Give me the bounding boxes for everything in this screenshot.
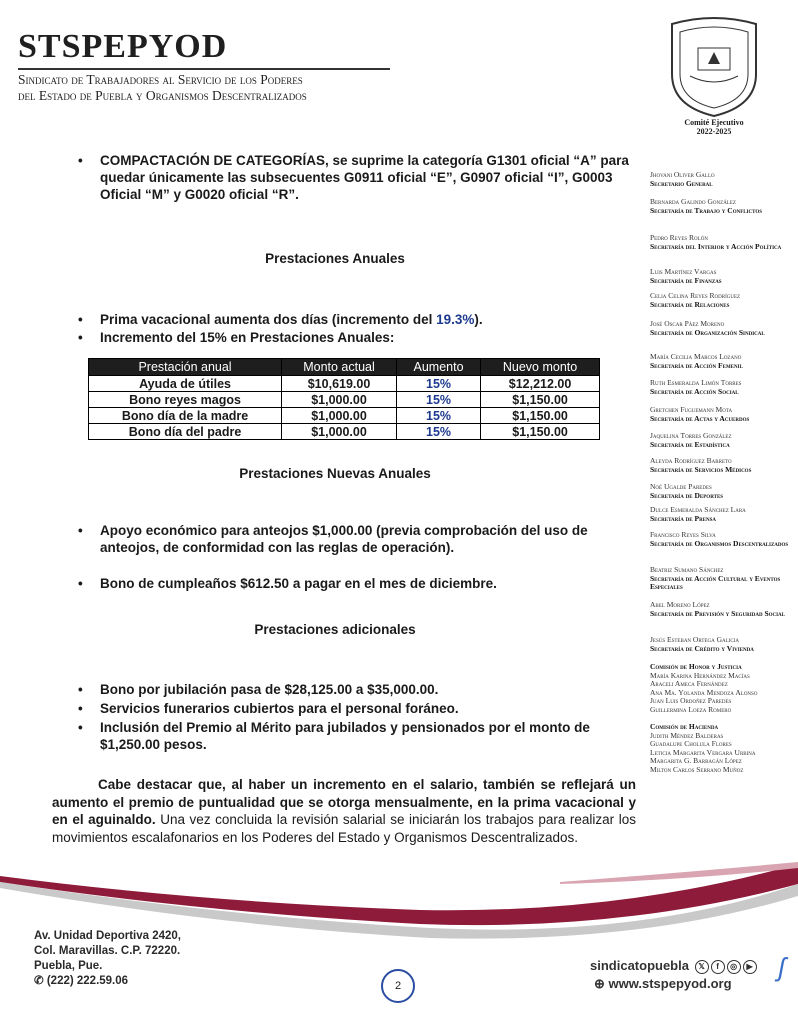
closing-paragraph [52, 776, 636, 846]
member-name: Bernarda Galindo González [650, 197, 736, 206]
table-header-cell: Nuevo monto [481, 359, 600, 376]
table-row [89, 392, 600, 408]
member-role: Secretaría de Servicios Médicos [650, 464, 752, 474]
member-name: Beatriz Sumano Sánchez [650, 565, 724, 574]
table-header-cell: Prestación anual [89, 359, 282, 376]
table-cell: $12,212.00 [481, 376, 600, 392]
comision-title: Comisión de Honor y Justicia [650, 662, 742, 671]
sidebar-entry [650, 483, 790, 500]
closing-normal-text: Una vez concluida la revisión salarial se iniciarán los trabajos para realizar los movimientos escalafonarios en los Poderes del Estado y Organismos Descentralizados. [52, 812, 636, 845]
bullet-jubilacion: • Bono por jubilación pasa de $28,125.00 a $35,000.00. [78, 681, 636, 698]
table-row [89, 424, 600, 440]
bullet-cumpleanos: • Bono de cumpleaños $612.50 a pagar en el mes de diciembre. [78, 575, 636, 592]
comite-label: Comité Ejecutivo [684, 118, 744, 127]
member-name: Luis Martínez Vargas [650, 267, 717, 276]
member-role: Secretaría del Interior y Acción Política [650, 241, 782, 251]
table-cell: $1,150.00 [481, 408, 600, 424]
sidebar-entry [650, 268, 790, 285]
member-name: Leticia Margarita Vergara Urbina [650, 747, 756, 757]
table-cell: $1,000.00 [282, 424, 397, 440]
page-number: 2 [381, 969, 415, 1003]
table-cell: Ayuda de útiles [89, 376, 282, 392]
table-row [89, 376, 600, 392]
website-link[interactable] [594, 976, 732, 992]
bullet-funerarios: • Servicios funerarios cubiertos para el personal foráneo. [78, 700, 636, 717]
table-cell: 15% [396, 408, 480, 424]
header-rule [18, 68, 390, 70]
member-name: Milton Carlos Serrano Muñoz [650, 764, 744, 774]
prestaciones-table [88, 358, 600, 440]
sidebar-entry [650, 234, 790, 251]
heading-prestaciones-anuales: Prestaciones Anuales [265, 251, 405, 266]
member-name: José Oscar Páez Moreno [650, 319, 725, 328]
member-name: Abel Moreno López [650, 600, 710, 609]
member-name: María Cecilia Marcos Lozano [650, 352, 742, 361]
member-name: Judith Méndez Balderas [650, 730, 724, 740]
member-name: Guillermina Loeza Romero [650, 704, 732, 714]
footer-address [34, 929, 181, 989]
table-cell: 15% [396, 392, 480, 408]
member-role: Secretaría de Acción Cultural y Eventos Especiales [650, 573, 781, 592]
bullet-prima-vacacional [78, 311, 636, 328]
social-handle[interactable] [590, 958, 757, 974]
member-name: Noé Ugalde Paredes [650, 482, 712, 491]
table-cell: $10,619.00 [282, 376, 397, 392]
sidebar-entry [650, 379, 790, 396]
globe-icon: ⊕ [594, 976, 609, 991]
prima-text-a: Prima vacacional aumenta dos días (incremento del [100, 312, 437, 327]
member-name: Francisco Reyes Silva [650, 530, 716, 539]
table-row [89, 408, 600, 424]
member-role: Secretaría de Acción Social [650, 386, 739, 396]
member-name: Pedro Reyes Rolón [650, 233, 708, 242]
union-logo: STSPEPYOD [18, 28, 228, 65]
member-role: Secretaría de Actas y Acuerdos [650, 413, 750, 423]
sidebar-entry [650, 636, 790, 653]
heading-prestaciones-adicionales: Prestaciones adicionales [254, 622, 416, 637]
member-name: Jesús Esteban Ortega Galicia [650, 635, 739, 644]
signature-mark: ʃ [778, 952, 786, 982]
sidebar-entry [650, 457, 790, 474]
member-name: Ana Ma. Yolanda Mendoza Alonso [650, 687, 758, 697]
member-role: Secretaría de Estadística [650, 439, 730, 449]
table-cell: Bono día del padre [89, 424, 282, 440]
phone-line [34, 974, 181, 989]
bullet-compactacion: • COMPACTACIÓN DE CATEGORÍAS, se suprime la categoría G1301 oficial “A” para quedar únicamente las subsecuentes G0911 oficial “E”, G0907 oficial “I”, G0003 Oficial “M” y G0020 oficial “R”. [78, 152, 636, 203]
member-name: Gretchen Fuguemann Mota [650, 405, 733, 414]
member-role: Secretaría de Relaciones [650, 299, 730, 309]
sidebar-entry [650, 601, 790, 618]
member-role: Secretaría de Organismos Descentralizados [650, 538, 789, 548]
subtitle-line-1: Sindicato de Trabajadores al Servicio de los Poderes [18, 72, 303, 87]
member-role: Secretaría de Deportes [650, 490, 724, 500]
sidebar-entry [650, 292, 790, 309]
heading-prestaciones-nuevas: Prestaciones Nuevas Anuales [239, 466, 431, 481]
sidebar-entry [650, 566, 790, 592]
member-role: Secretaría de Prensa [650, 513, 717, 523]
member-name: Juan Luis Ordoñez Paredes [650, 696, 732, 706]
table-cell: 15% [396, 376, 480, 392]
comite-ejecutivo [660, 118, 768, 136]
bullet-incremento: • Incremento del 15% en Prestaciones Anuales: [78, 329, 636, 346]
website-text: www.stspepyod.org [608, 976, 732, 991]
sidebar-entry [650, 320, 790, 337]
facebook-icon[interactable]: f [711, 960, 725, 974]
comision-honor [650, 663, 790, 715]
member-name: Jaquelina Torres González [650, 431, 732, 440]
member-role: Secretaría de Acción Femenil [650, 360, 743, 370]
member-role: Secretaría de Trabajo y Conflictos [650, 205, 763, 215]
address-line-3: Puebla, Pue. [34, 960, 103, 972]
table-header-cell: Monto actual [282, 359, 397, 376]
member-name: Dulce Esmeralda Sánchez Lara [650, 505, 746, 514]
table-cell: $1,000.00 [282, 392, 397, 408]
sidebar-entry [650, 406, 790, 423]
x-icon[interactable]: 𝕏 [695, 960, 709, 974]
address-line-2: Col. Maravillas. C.P. 72220. [34, 945, 181, 957]
sidebar-entry [650, 531, 790, 548]
sidebar-entry [650, 171, 790, 188]
table-cell: Bono día de la madre [89, 408, 282, 424]
sidebar-entry [650, 432, 790, 449]
phone-number: (222) 222.59.06 [46, 975, 129, 987]
union-seal-icon [664, 14, 764, 118]
prima-percentage: 19.3% [436, 312, 475, 327]
member-name: María Karina Hernández Macías [650, 670, 750, 680]
member-role: Secretaría de Organización Sindical [650, 327, 765, 337]
closing-bold-text: Cabe destacar que, al haber un incremento en el salario, también se reflejará un aumento el premio de puntualidad que se otorga mensualmente, en la prima vacacional y en el aguinaldo. [52, 777, 636, 827]
member-role: Secretaría de Crédito y Vivienda [650, 643, 754, 653]
sidebar-entry [650, 353, 790, 370]
member-role: Secretaría de Previsión y Seguridad Social [650, 608, 786, 618]
member-name: Ruth Esmeralda Limón Torres [650, 378, 742, 387]
address-line-1: Av. Unidad Deportiva 2420, [34, 930, 181, 942]
table-cell: $1,000.00 [282, 408, 397, 424]
bullet-anteojos: • Apoyo económico para anteojos $1,000.00 (previa comprobación del uso de anteojos, de conformidad con las reglas de operación). [78, 522, 636, 556]
member-name: Aleyda Rodríguez Barreto [650, 456, 732, 465]
table-cell: $1,150.00 [481, 424, 600, 440]
bullet-premio-merito: • Inclusión del Premio al Mérito para jubilados y pensionados por el monto de $1,250.00 pesos. [78, 719, 636, 753]
youtube-icon[interactable]: ▶ [743, 960, 757, 974]
table-header-cell: Aumento [396, 359, 480, 376]
comision-title: Comisión de Hacienda [650, 722, 719, 731]
sidebar-entry [650, 198, 790, 215]
member-name: Margarita G. Barragán López [650, 756, 742, 766]
subtitle-line-2: del Estado de Puebla y Organismos Descentralizados [18, 88, 307, 103]
table-cell: 15% [396, 424, 480, 440]
instagram-icon[interactable]: ◎ [727, 960, 741, 974]
member-role: Secretaría de Finanzas [650, 275, 722, 285]
comision-hacienda [650, 723, 790, 775]
union-full-name [18, 72, 307, 104]
member-name: Guadalupe Cholula Flores [650, 739, 732, 749]
member-name: Jhovani Oliver Gallo [650, 170, 715, 179]
member-name: Araceli Ameca Fernández [650, 679, 728, 689]
social-handle-text: sindicatopuebla [590, 958, 689, 973]
phone-icon: ✆ [34, 975, 47, 987]
table-cell: Bono reyes magos [89, 392, 282, 408]
comite-period: 2022-2025 [696, 127, 732, 136]
sidebar-entry [650, 506, 790, 523]
prima-text-b: ). [474, 312, 483, 327]
table-cell: $1,150.00 [481, 392, 600, 408]
table-header-row [89, 359, 600, 376]
member-role: Secretario General [650, 178, 713, 188]
member-name: Celia Celina Reyes Rodríguez [650, 291, 741, 300]
